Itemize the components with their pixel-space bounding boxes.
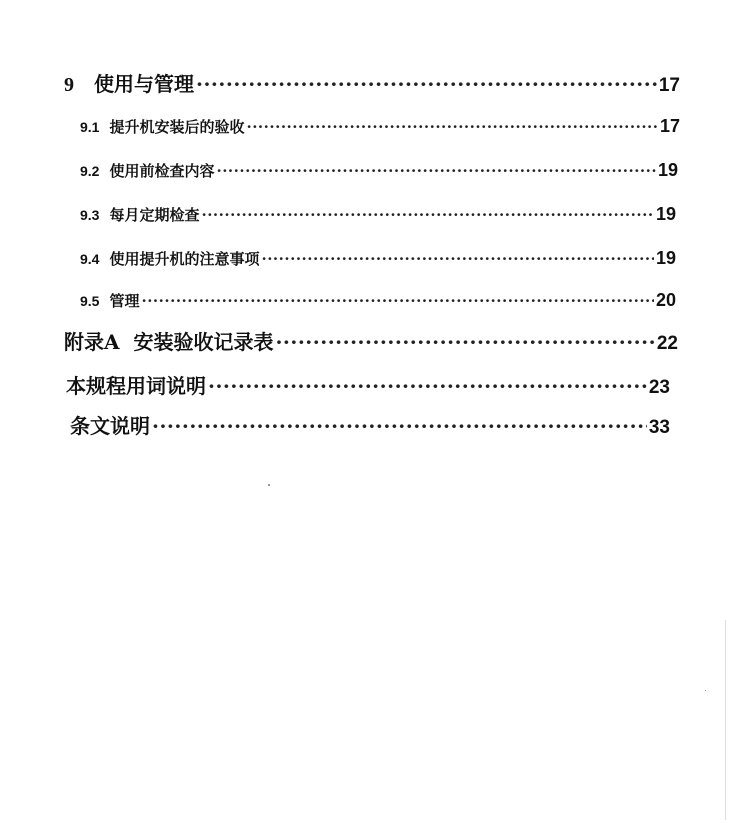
toc-entry-terms <box>66 370 670 399</box>
toc-entry-9-5 <box>80 290 676 311</box>
toc-entry-page: 19 <box>655 204 676 224</box>
dot-leader <box>196 72 657 96</box>
toc-entry-title: 使用提升机的注意事项 <box>109 250 260 268</box>
dot-leader <box>216 162 655 180</box>
toc-entry-explanation <box>70 410 670 439</box>
toc-entry-title: 条文说明 <box>70 414 150 438</box>
toc-entry-appendix-a <box>64 326 678 355</box>
dot-leader <box>275 330 654 354</box>
toc-entry-page: 19 <box>657 160 678 180</box>
toc-entry-title: 附录A 安装验收记录表 <box>64 330 274 354</box>
toc-entry-title: 本规程用词说明 <box>66 374 206 398</box>
toc-entry-page: 20 <box>655 290 676 310</box>
toc-entry-page: 17 <box>659 116 680 136</box>
toc-entry-page: 33 <box>648 417 670 438</box>
toc-entry-number: 9.4 <box>80 251 100 267</box>
toc-entry-9-3 <box>80 204 676 225</box>
toc-entry-title: 使用前检查内容 <box>109 162 215 180</box>
dot-leader <box>261 250 653 268</box>
toc-entry-9-4 <box>80 248 676 269</box>
toc-entry-title: 提升机安装后的验收 <box>109 118 245 136</box>
dot-leader <box>208 374 647 398</box>
dot-leader <box>246 118 657 136</box>
toc-entry-number: 9.3 <box>80 207 100 223</box>
scan-speck <box>705 690 706 691</box>
dot-leader <box>152 414 647 438</box>
dot-leader <box>141 292 653 310</box>
toc-entry-number: 9.1 <box>80 119 100 135</box>
toc-entry-number: 9.5 <box>80 293 100 309</box>
toc-entry-number: 9.2 <box>80 163 100 179</box>
dot-leader <box>201 206 653 224</box>
toc-entry-title: 管理 <box>109 292 140 310</box>
toc-entry-number: 9 <box>64 74 74 96</box>
toc-entry-9 <box>64 68 680 97</box>
toc-entry-page: 19 <box>655 248 676 268</box>
scan-edge-line <box>725 620 726 820</box>
toc-entry-title: 每月定期检查 <box>109 206 200 224</box>
toc-entry-9-2 <box>80 160 678 181</box>
toc-entry-title: 使用与管理 <box>94 72 194 96</box>
toc-entry-page: 17 <box>658 75 680 96</box>
toc-entry-9-1 <box>80 116 680 137</box>
scan-speck <box>268 484 270 486</box>
toc-entry-page: 22 <box>656 333 678 354</box>
toc-entry-page: 23 <box>648 377 670 398</box>
